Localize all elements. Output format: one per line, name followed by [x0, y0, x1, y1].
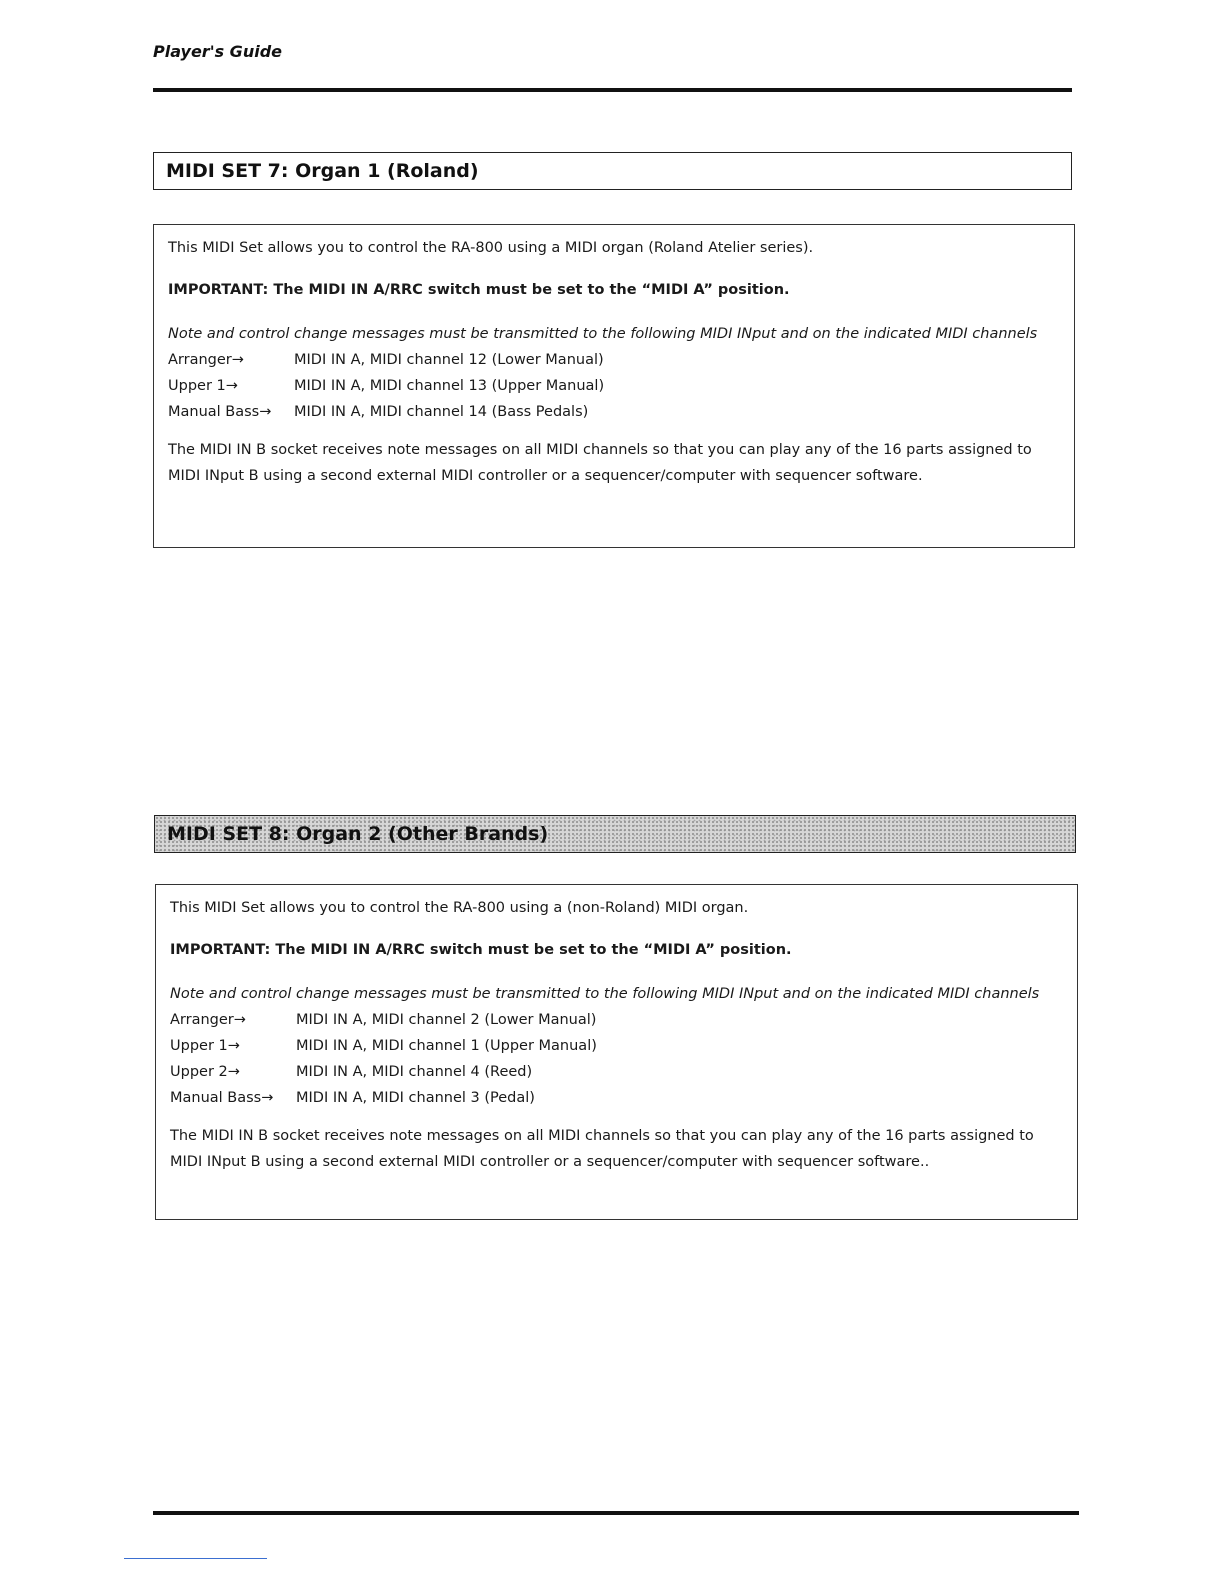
routing-row: [168, 399, 1060, 425]
footer-text: The MIDI IN B socket receives note messages on all MIDI channels so that you can play any of the 16 parts assigned to MIDI INput B using a second external MIDI controller or a sequencer/computer with sequencer software.: [168, 442, 1032, 484]
routing-label: Upper 1→: [170, 1038, 240, 1054]
routing-row: [170, 1007, 1063, 1033]
routing-value: MIDI IN A, MIDI channel 14 (Bass Pedals): [294, 404, 589, 420]
routing-row: [170, 1033, 1063, 1059]
section-title-text: MIDI SET 7: Organ 1 (Roland): [166, 160, 479, 182]
routing-label: Upper 2→: [170, 1064, 240, 1080]
note-text: Note and control change messages must be transmitted to the following MIDI INput and on the indicated MIDI channels: [168, 326, 1038, 342]
header-rule: [153, 88, 1072, 92]
routing-value: MIDI IN A, MIDI channel 4 (Reed): [296, 1064, 533, 1080]
info-box-midi-set-8: [155, 884, 1078, 1220]
section-title-midi-set-8: [154, 815, 1076, 853]
routing-row: [168, 347, 1060, 373]
routing-value: MIDI IN A, MIDI channel 2 (Lower Manual): [296, 1012, 597, 1028]
footer-rule: [153, 1511, 1079, 1515]
section-title-midi-set-7: [153, 152, 1072, 190]
routing-row: [170, 1085, 1063, 1111]
routing-row: [170, 1059, 1063, 1085]
channel-routing-list: [170, 1007, 1063, 1111]
routing-label: Arranger→: [170, 1012, 246, 1028]
channel-routing-list: [168, 347, 1060, 425]
footer-text: The MIDI IN B socket receives note messages on all MIDI channels so that you can play any of the 16 parts assigned to MIDI INput B using a second external MIDI controller or a sequencer/computer with sequencer software..: [170, 1128, 1034, 1170]
running-head: Player's Guide: [153, 42, 282, 61]
section-title-text: MIDI SET 8: Organ 2 (Other Brands): [167, 823, 549, 845]
info-box-midi-set-7: [153, 224, 1075, 548]
routing-label: Manual Bass→: [170, 1090, 274, 1106]
routing-value: MIDI IN A, MIDI channel 3 (Pedal): [296, 1090, 535, 1106]
routing-value: MIDI IN A, MIDI channel 12 (Lower Manual): [294, 352, 604, 368]
intro-text: This MIDI Set allows you to control the RA-800 using a MIDI organ (Roland Atelier series).: [168, 240, 814, 256]
routing-label: Manual Bass→: [168, 404, 272, 420]
routing-value: MIDI IN A, MIDI channel 13 (Upper Manual): [294, 378, 605, 394]
important-notice: IMPORTANT: The MIDI IN A/RRC switch must be set to the “MIDI A” position.: [168, 282, 790, 298]
routing-label: Arranger→: [168, 352, 244, 368]
link-underline: [124, 1558, 267, 1559]
important-notice: IMPORTANT: The MIDI IN A/RRC switch must be set to the “MIDI A” position.: [170, 942, 792, 958]
note-text: Note and control change messages must be transmitted to the following MIDI INput and on the indicated MIDI channels: [170, 986, 1040, 1002]
routing-value: MIDI IN A, MIDI channel 1 (Upper Manual): [296, 1038, 597, 1054]
routing-label: Upper 1→: [168, 378, 238, 394]
intro-text: This MIDI Set allows you to control the RA-800 using a (non-Roland) MIDI organ.: [170, 900, 749, 916]
routing-row: [168, 373, 1060, 399]
